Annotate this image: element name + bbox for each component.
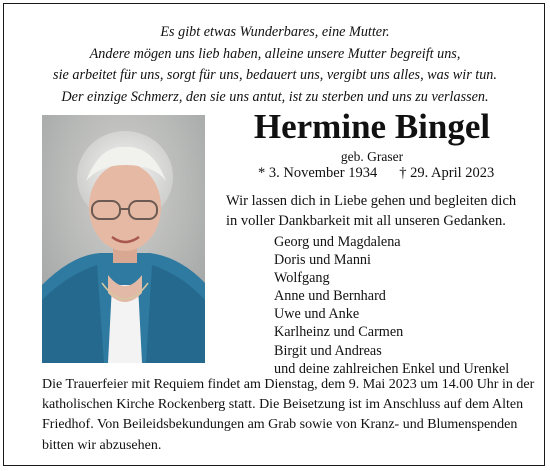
family-entry: Wolfgang — [274, 270, 330, 287]
family-entry: Birgit und Andreas — [274, 342, 382, 359]
life-dates — [258, 165, 494, 182]
birth-date: * 3. November 1934 — [258, 165, 378, 181]
family-entry: Anne und Bernhard — [274, 288, 386, 305]
family-entry: Uwe und Anke — [274, 306, 360, 323]
funeral-info-line: Die Trauerfeier mit Requiem findet am Dienstag, dem 9. Mai 2023 um 14.00 Uhr in der — [42, 377, 535, 392]
farewell-line: Wir lassen dich in Liebe gehen und begleiten dich — [226, 193, 517, 209]
family-entry: Doris und Manni — [274, 252, 371, 269]
family-entry: Karlheinz und Carmen — [274, 324, 404, 341]
poem — [0, 22, 550, 108]
family-list — [274, 233, 509, 378]
poem-line: Der einzige Schmerz, den sie uns antut, ist zu sterben und uns zu verlassen. — [61, 88, 489, 105]
funeral-info-line: bitten wir abzusehen. — [42, 437, 162, 453]
poem-line: sie arbeitet für uns, sorgt für uns, bedauert uns, vergibt uns alles, was wir tun. — [53, 67, 497, 84]
farewell-text — [226, 192, 516, 231]
funeral-info-line: katholischen Kirche Rockenberg statt. Die Beisetzung ist im Anschluss auf dem Alten — [42, 397, 524, 413]
family-entry: und deine zahlreichen Enkel und Urenkel — [274, 360, 510, 377]
poem-line: Andere mögen uns lieb haben, alleine unsere Mutter begreift uns, — [89, 45, 461, 62]
funeral-info-line: Friedhof. Von Beileidsbekundungen am Grab sowie von Kranz- und Blumenspenden — [42, 417, 518, 433]
deceased-name: Hermine Bingel — [253, 107, 491, 146]
family-entry: Georg und Magdalena — [274, 234, 401, 250]
maiden-name: geb. Graser — [340, 149, 404, 164]
funeral-info — [42, 375, 535, 456]
portrait-photo — [42, 115, 205, 363]
poem-line: Es gibt etwas Wunderbares, eine Mutter. — [160, 24, 390, 40]
portrait-icon — [42, 115, 205, 363]
death-date: † 29. April 2023 — [399, 165, 495, 181]
farewell-line: in voller Dankbarkeit mit all unseren Gedanken. — [226, 212, 506, 229]
